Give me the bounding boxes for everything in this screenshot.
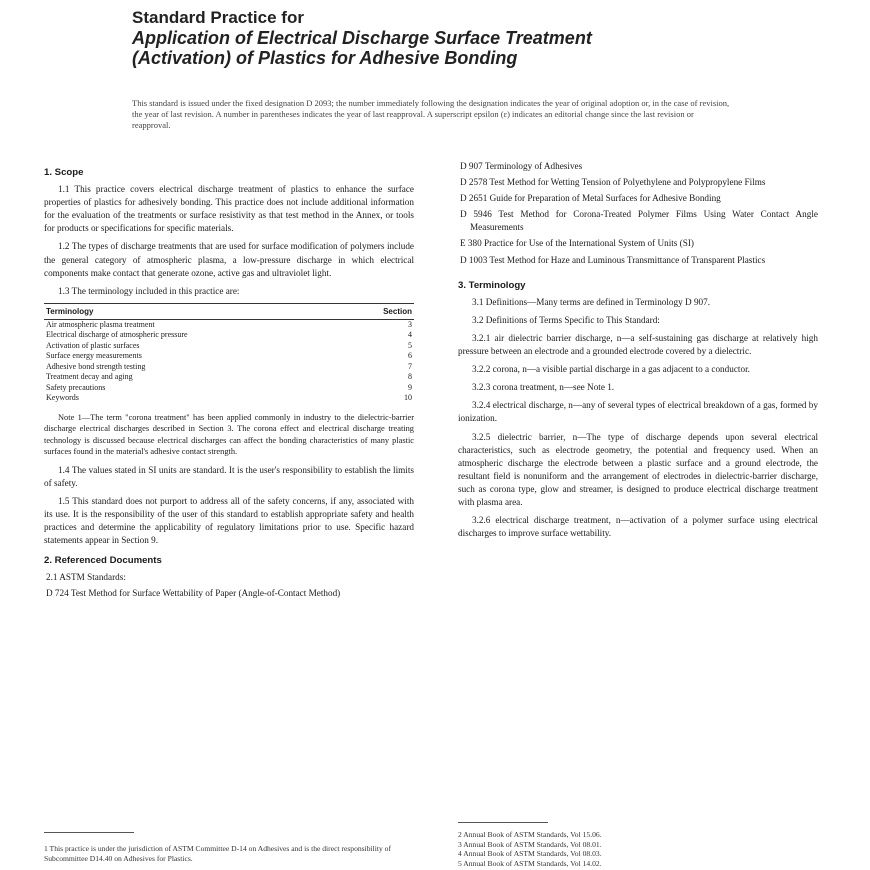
table-row	[44, 351, 414, 362]
table-cell-section: 8	[408, 372, 412, 382]
document-title-line-2: (Activation) of Plastics for Adhesive Bonding	[132, 48, 518, 68]
table-cell-section: 10	[404, 393, 412, 403]
table-header-section: Section	[374, 303, 414, 319]
reference-item: 2.1 ASTM Standards:	[46, 571, 126, 582]
footnotes-right	[458, 830, 658, 868]
reference-item: D 907 Terminology of Adhesives	[460, 161, 583, 171]
table-row	[44, 383, 414, 394]
terminology-heading: 3. Terminology	[458, 279, 526, 291]
footnote-rule-right	[458, 822, 548, 823]
table-row	[44, 362, 414, 373]
footnote-item: 5 Annual Book of ASTM Standards, Vol 14.02.	[458, 858, 602, 868]
standard-label: Standard Practice for	[132, 8, 304, 27]
scope-note-1: Note 1—The term "corona treatment" has been applied commonly in industry to the dielectric-barrier discharge electrical discharges described in Section 3. The corona effect and electrical discharge treating technology is discussed because electrical discharges can affect the bonding characteristics of many plastic surfaces found in the material's adhesive contact strength.	[44, 412, 414, 457]
reference-item: D 2578 Test Method for Wetting Tension of Polyethylene and Polypropylene Films	[460, 177, 766, 188]
reference-item: D 1003 Test Method for Haze and Luminous Transmittance of Transparent Plastics	[460, 254, 766, 265]
table-cell-term: Surface energy measurements	[46, 351, 142, 361]
table-cell-section: 6	[408, 351, 412, 361]
table-row	[44, 393, 414, 404]
terminology-paragraph-2: 3.2 Definitions of Terms Specific to This Standard:	[472, 314, 660, 325]
table-row	[44, 330, 414, 341]
terminology-paragraph-3: 3.2.1 air dielectric barrier discharge, n—a self-sustaining gas discharge at relatively high pressure between an electrode and a grounded electrode covered by a dielectric.	[458, 332, 818, 357]
footnote-item: 4 Annual Book of ASTM Standards, Vol 08.03.	[458, 849, 602, 859]
reference-item: D 5946 Test Method for Corona-Treated Polymer Films Using Water Contact Angle Measurements	[460, 209, 818, 233]
left-column	[44, 160, 414, 603]
footnote-item: 2 Annual Book of ASTM Standards, Vol 15.06.	[458, 830, 602, 839]
table-cell-section: 4	[408, 330, 412, 340]
document-title-line-1: Application of Electrical Discharge Surface Treatment	[132, 28, 592, 48]
designation-note: This standard is issued under the fixed designation D 2093; the number immediately following the designation indicates the year of original adoption or, in the case of revision, the year of last revision. A number in parentheses indicates the year of last reapproval. A superscript epsilon (ε) indicates an editorial change since the last revision or reapproval.	[132, 98, 730, 130]
table-cell-section: 9	[408, 382, 412, 392]
table-cell-term: Air atmospheric plasma treatment	[46, 319, 155, 329]
table-cell-section: 5	[408, 340, 412, 350]
referenced-documents-heading: 2. Referenced Documents	[44, 554, 162, 566]
scope-paragraph-1: 1.1 This practice covers electrical discharge treatment of plastics to enhance the surface properties of plastics for adhesively bonding. This practice does not include additional information for the evaluation of the treatments or surface resistivity as that test method in the Annex, or tools for products or specifications for specific materials.	[44, 184, 414, 234]
table-row	[44, 372, 414, 383]
table-cell-term: Keywords	[46, 393, 79, 403]
table-cell-section: 7	[408, 361, 412, 371]
footnote-item: 3 Annual Book of ASTM Standards, Vol 08.01.	[458, 839, 602, 849]
table-cell-term: Safety precautions	[46, 382, 106, 392]
footnote-left: 1 This practice is under the jurisdiction of ASTM Committee D-14 on Adhesives and is the direct responsibility of Subcommittee D14.40 on Adhesives for Plastics.	[44, 844, 392, 863]
scope-heading: 1. Scope	[44, 167, 84, 178]
reference-item: E 380 Practice for Use of the International System of Units (SI)	[460, 238, 694, 249]
reference-item: D 2651 Guide for Preparation of Metal Surfaces for Adhesive Bonding	[460, 193, 721, 204]
table-row	[44, 319, 414, 330]
table-row	[44, 341, 414, 352]
scope-paragraph-4: 1.4 The values stated in SI units are standard. It is the user's responsibility to establish the limits of safety.	[44, 464, 414, 489]
table-header-term: Terminology	[44, 303, 374, 319]
table-cell-term: Electrical discharge of atmospheric pressure	[46, 330, 188, 340]
table-cell-section: 3	[408, 319, 412, 329]
table-cell-term: Treatment decay and aging	[46, 372, 133, 382]
table-cell-term: Adhesive bond strength testing	[46, 361, 146, 371]
scope-paragraph-3: 1.3 The terminology included in this practice are:	[58, 285, 240, 296]
terminology-table	[44, 303, 414, 404]
terminology-paragraph-4: 3.2.2 corona, n—a visible partial discharge in a gas adjacent to a conductor.	[472, 364, 750, 375]
document-header	[132, 8, 752, 131]
terminology-paragraph-7: 3.2.5 dielectric barrier, n—The type of discharge depends upon several electrical characteristics, such as electrode geometry, the potential and frequency used. When an atmospheric discharge the electrode between a plastic surface and a ground electrode, the resultant field is nonuniform and the arrangement of electrodes in dielectric-barrier discharge, such as corona type, glow and streamer, is designed to produce electrical discharge treatment with plasma area.	[458, 431, 818, 507]
scope-paragraph-2: 1.2 The types of discharge treatments that are used for surface modification of polymers include the general category of atmospheric plasma, a low-pressure discharge in which electrical components make contact that generate ozone, active gas and ultraviolet light.	[44, 241, 414, 278]
terminology-paragraph-6: 3.2.4 electrical discharge, n—any of several types of electrical breakdown of a gas, formed by ionization.	[458, 400, 818, 424]
reference-item: D 724 Test Method for Surface Wettability of Paper (Angle-of-Contact Method)	[46, 587, 341, 598]
scope-paragraph-5: 1.5 This standard does not purport to address all of the safety concerns, if any, associated with its use. It is the responsibility of the user of this standard to establish appropriate safety and health practices and determine the applicability of regulatory limitations prior to use. Specific hazard statements appear in Section 9.	[44, 496, 414, 546]
footnote-rule-left	[44, 832, 134, 833]
terminology-paragraph-5: 3.2.3 corona treatment, n—see Note 1.	[472, 382, 615, 393]
right-column	[458, 160, 818, 545]
table-cell-term: Activation of plastic surfaces	[46, 340, 140, 350]
terminology-paragraph-8: 3.2.6 electrical discharge treatment, n—activation of a polymer surface using electrical discharges to improve surface wettability.	[458, 515, 818, 539]
terminology-paragraph-1: 3.1 Definitions—Many terms are defined in Terminology D 907.	[472, 296, 711, 307]
